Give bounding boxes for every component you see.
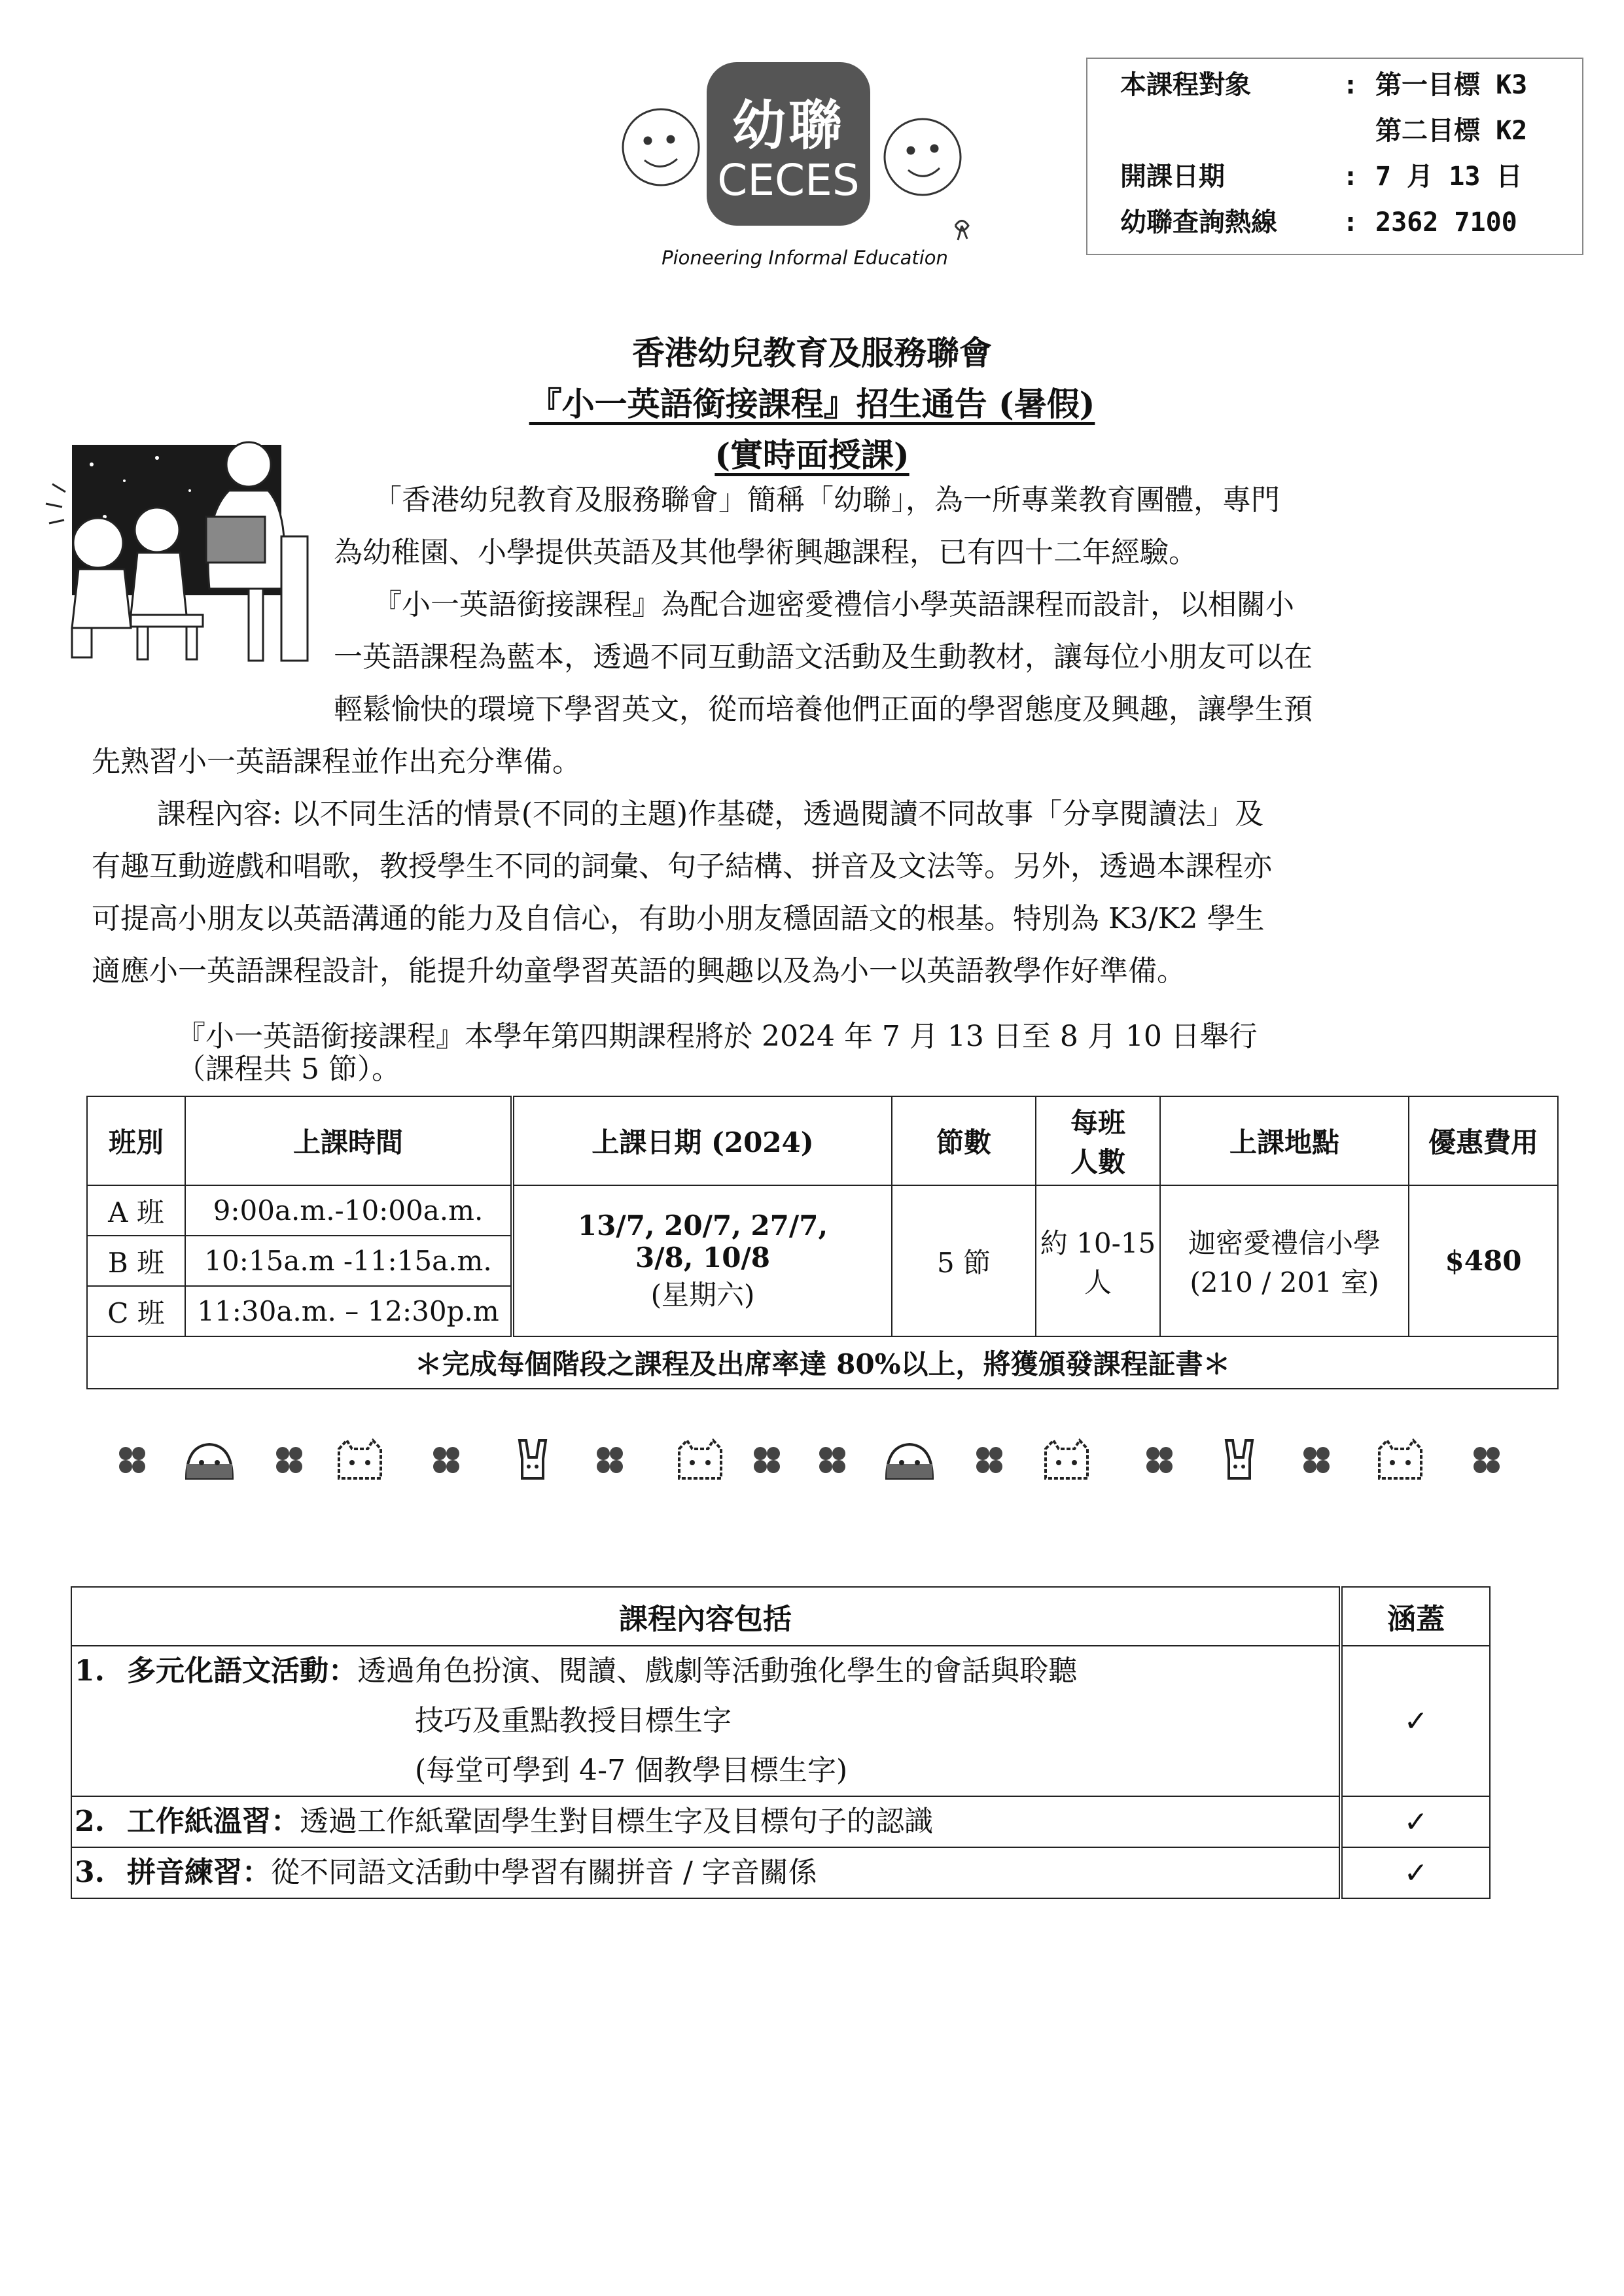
intro-line-1: 「香港幼兒教育及服務聯會」簡稱「幼聯」，為一所專業教育團體，專門 (373, 483, 1280, 517)
info-row-target: 本課程對象 : 第一目標 K3 (1120, 70, 1528, 100)
intro-line-3: 『小一英語銜接課程』為配合迦密愛禮信小學英語課程而設計，以相關小 (373, 588, 1294, 621)
notice-title: 『小一英語銜接課程』招生通告 (暑假) (529, 385, 1095, 423)
content-line-1: 課程內容: 以不同生活的情景(不同的主題)作基礎，透過閱讀不同故事「分享閱讀法」及 (157, 797, 1264, 831)
time-a: 9:00a.m.-10:00a.m. (185, 1185, 512, 1236)
course-dates: 13/7, 20/7, 27/7, 3/8, 10/8 (星期六) (512, 1185, 892, 1336)
class-c: C 班 (87, 1286, 185, 1336)
header-class-size: 每班 人數 (1036, 1096, 1160, 1185)
content-item-2: 2. 工作紙溫習：透過工作紙鞏固學生對目標生字及目標句子的認識 ✓ (71, 1796, 1490, 1847)
course-content-table (71, 1586, 1491, 1899)
course-info-box (1086, 58, 1583, 255)
header-fee: 優惠費用 (1409, 1096, 1558, 1185)
tick-icon: ✓ (1341, 1847, 1490, 1898)
venue: 迦密愛禮信小學 (210 / 201 室) (1160, 1185, 1409, 1336)
tick-icon: ✓ (1341, 1796, 1490, 1847)
class-size: 約 10-15 人 (1036, 1185, 1160, 1336)
logo-chinese: 幼聯 (732, 95, 845, 157)
info-row-hotline: 幼聯查詢熱線 : 2362 7100 (1120, 207, 1517, 237)
intro-line-2: 為幼稚園、小學提供英語及其他學術興趣課程，已有四十二年經驗。 (334, 536, 1197, 569)
content-line-3: 可提高小朋友以英語溝通的能力及自信心，有助小朋友穩固語文的根基。特別為 K3/K2 學生 (92, 902, 1265, 935)
intro-line-6: 先熟習小一英語課程並作出充分準備。 (92, 745, 581, 778)
notice-subtitle: (實時面授課) (715, 436, 909, 474)
schedule-intro-line-1: 『小一英語銜接課程』本學年第四期課程將於 2024 年 7 月 13 日至 8 月 10 日舉行 (177, 1020, 1258, 1053)
class-a: A 班 (87, 1185, 185, 1236)
header-covered: 涵蓋 (1341, 1587, 1490, 1646)
header-course-content: 課程內容包括 (71, 1587, 1341, 1646)
content-item-1: 1. 多元化語文活動：透過角色扮演、閱讀、戲劇等活動強化學生的會話與聆聽 技巧及重點教授目標生字 (每堂可學到 4-7 個教學目標生字) ✓ (71, 1646, 1490, 1796)
header-dates: 上課日期 (2024) (512, 1096, 892, 1185)
decorative-border (111, 1436, 1525, 1488)
storytelling-illustration (33, 419, 334, 667)
content-header-row (71, 1587, 1490, 1646)
schedule-table (86, 1096, 1559, 1389)
content-item-3: 3. 拼音練習：從不同語文活動中學習有關拼音 / 字音關係 ✓ (71, 1847, 1490, 1898)
sessions-count: 5 節 (892, 1185, 1036, 1336)
logo-english: CECES (717, 155, 860, 205)
info-row-start-date: 開課日期 : 7 月 13 日 (1120, 162, 1523, 192)
time-c: 11:30a.m. – 12:30p.m (185, 1286, 512, 1336)
schedule-header-row (87, 1096, 1558, 1185)
schedule-intro-line-2: （課程共 5 節）。 (177, 1052, 400, 1086)
time-b: 10:15a.m -11:15a.m. (185, 1236, 512, 1286)
intro-line-4: 一英語課程為藍本，透過不同互動語文活動及生動教材，讓每位小朋友可以在 (334, 640, 1313, 674)
animal-icons-row (111, 1436, 1525, 1488)
ceces-logo (615, 62, 981, 271)
class-b: B 班 (87, 1236, 185, 1286)
tick-icon: ✓ (1341, 1646, 1490, 1796)
info-row-target-2: 第二目標 K2 (1375, 116, 1528, 146)
header-class: 班別 (87, 1096, 185, 1185)
org-title: 香港幼兒教育及服務聯會 (632, 334, 992, 372)
intro-line-5: 輕鬆愉快的環境下學習英文，從而培養他們正面的學習態度及興趣，讓學生預 (334, 693, 1313, 726)
content-line-4: 適應小一英語課程設計，能提升幼童學習英語的興趣以及為小一以英語教學作好準備。 (92, 954, 1186, 988)
header-venue: 上課地點 (1160, 1096, 1409, 1185)
header-sessions: 節數 (892, 1096, 1036, 1185)
certificate-note-row (87, 1336, 1558, 1389)
certificate-note: ＊完成每個階段之課程及出席率達 80%以上，將獲頒發課程証書＊ (87, 1336, 1558, 1389)
table-row (87, 1185, 1558, 1236)
content-line-2: 有趣互動遊戲和唱歌，教授學生不同的詞彙、句子結構、拼音及文法等。另外，透過本課程亦 (92, 850, 1272, 883)
fee: $480 (1409, 1185, 1558, 1336)
logo-badge (707, 62, 870, 226)
header-time: 上課時間 (185, 1096, 512, 1185)
logo-tagline: Pioneering Informal Education (662, 247, 948, 269)
